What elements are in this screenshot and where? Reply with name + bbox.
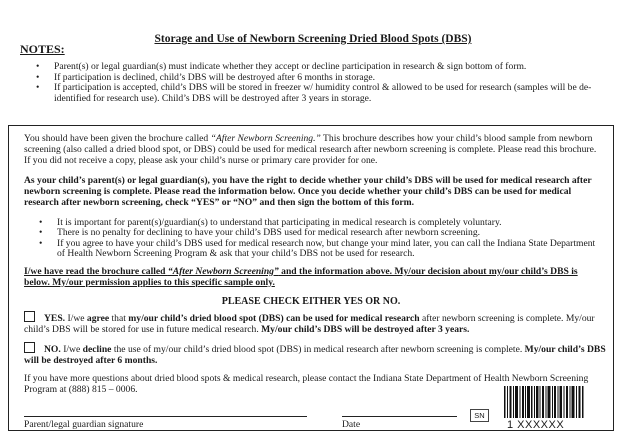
yes-option [24,311,609,336]
info-bullet: • It is important for parent(s)/guardian(s) to understand that participating in medical research is completely voluntary. [39,218,604,228]
consent-form-box [8,125,614,431]
yes-text: that [109,313,129,324]
info-bullet: • There is no penalty for declining to have your child’s DBS used for medical research after newborn screening. [39,228,604,238]
yes-text-bold: agree [86,313,110,324]
intro-text: This brochure describes how your child’s blood sample from newborn screening (also called a dried blood spot, or DBS) could be used for medical research after newborn screening is complete. Please read this brochure. If you did not receive a copy, please ask your child’s nurse or primary care provider for one. [24,133,597,166]
brochure-title: “After Newborn Screening.” [210,133,321,144]
yes-text: after newborn screening is complete. My/our child’s DBS will be stored for use in future medical research. [24,313,595,335]
notes-label: NOTES: [20,42,65,56]
yes-text-bold: My/our child’s DBS will be destroyed after 3 years. [261,323,470,335]
info-bullets [39,218,604,260]
note-item: • If participation is declined, child’s DBS will be destroyed after 6 months in storage. [36,73,616,84]
form-title-text: Storage and Use of Newborn Screening Dried Blood Spots (DBS) [154,33,472,45]
no-label: NO. [44,344,61,355]
notes-list [36,62,616,104]
contact-paragraph: If you have more questions about dried blood spots & medical research, please contact the Indiana State Department of Health Newborn Screening Program at (888) 815 – 0006. [24,373,589,395]
no-text: I/we [60,344,83,355]
signature-label: Parent/legal guardian signature [24,419,144,430]
no-option [24,342,609,367]
date-label: Date [342,419,361,430]
rights-paragraph: As your child’s parent(s) or legal guardian(s), you have the right to decide whether your child’s DBS will be used for medical research after newborn screening is complete. Please read the information below. Once you decide whether your child’s DBS can be used for medical research after newborn screening, check “YES” or “NO” and then sign the bottom of this form. [24,175,592,208]
yes-label: YES. [44,313,66,324]
info-bullet: • If you agree to have your child’s DBS used for medical research now, but change your mind later, you can call the Indiana State Department of Health Newborn Screening Program & ask that your child’s DBS not be used for research. [39,239,604,260]
yes-text-bold: my/our child’s dried blood spot (DBS) can be used for medical research [128,313,420,324]
no-text-bold: decline [82,344,112,355]
no-text: the use of my/our child’s dried blood spot (DBS) in medical research after newborn screening is complete. [111,344,525,355]
note-item: • If participation is accepted, child’s DBS will be stored in freezer w/ humidity control & allowed to be used for research (samples will be de-identified for research use). Child’s DBS will be destroyed after 3 years in storage. [36,83,616,104]
signature-field[interactable] [24,416,307,417]
yes-checkbox[interactable] [24,311,35,322]
intro-text: You should have been given the brochure called [24,133,211,144]
date-field[interactable] [342,416,457,417]
yes-text: I/we [65,313,87,324]
declaration-text: and the information above. My/our decision about my/our child’s DBS is below. My/our permission applies to this specific sample only. [24,266,578,288]
declaration-text: I/we have read the brochure called [24,266,168,277]
no-text-bold: My/our child’s DBS will be destroyed after 6 months. [24,344,606,366]
no-checkbox[interactable] [24,342,35,353]
intro-paragraph [24,134,604,166]
declaration-paragraph [24,267,604,289]
form-title [0,33,626,45]
note-item: • Parent(s) or legal guardian(s) must indicate whether they accept or decline participation in research & sign bottom of form. [36,62,616,73]
barcode-number: 1 XXXXXX [507,419,565,431]
check-heading: PLEASE CHECK EITHER YES OR NO. [221,296,401,307]
sn-box: SN [470,409,489,422]
barcode-icon [504,386,584,418]
brochure-title: “After Newborn Screening” [167,266,279,277]
